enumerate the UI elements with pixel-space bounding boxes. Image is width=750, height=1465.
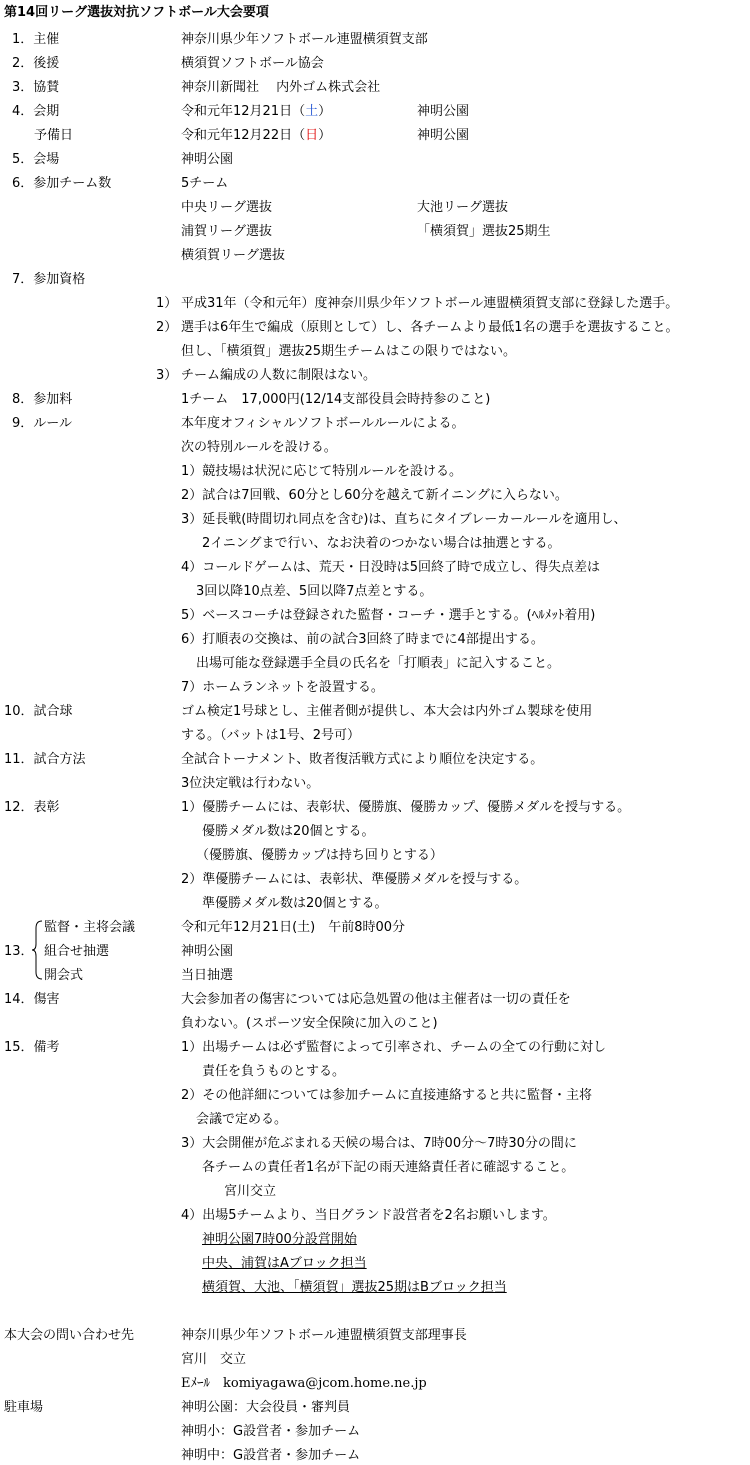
rule-line: 3回以降10点差、5回以降7点差とする。	[196, 584, 433, 599]
meeting-sub-label: 組合せ抽選	[44, 944, 110, 959]
rule-line: 2）試合は7回戦、60分とし60分を越えて新イニングに入らない。	[181, 488, 568, 503]
item-value-reserve-place: 神明公園	[417, 128, 470, 143]
item-label-rule: 9．ルール	[12, 416, 73, 431]
item-value-team-count: 5チーム	[181, 176, 229, 191]
notes-contact-name: 宮川交立	[224, 1184, 277, 1199]
rule-line: 本年度オフィシャルソフトボールルールによる。	[181, 416, 465, 431]
contact-name: 宮川 交立	[181, 1352, 247, 1367]
notes-line: 責任を負うものとする。	[202, 1064, 346, 1079]
award-line: 1）優勝チームには、表彰状、優勝旗、優勝カップ、優勝メダルを授与する。	[181, 800, 631, 815]
weekday-sat: 土	[305, 104, 319, 119]
item-label-meeting-number: 13．	[4, 944, 34, 959]
eligibility-line: チーム編成の人数に制限はない。	[181, 368, 377, 383]
ball-line: ゴム検定1号球とし、主催者側が提供し、本大会は内外ゴム製球を使用	[181, 704, 593, 719]
parking-label: 駐車場	[4, 1400, 44, 1415]
item-label-reserve: 予備日	[34, 128, 74, 143]
eligibility-line: 選手は6年生で編成（原則として）し、各チームより最低1名の選手を選抜すること。	[181, 320, 679, 335]
notes-underlined-line: 中央、浦賀はAブロック担当	[202, 1256, 367, 1271]
item-value-shusai: 神奈川県少年ソフトボール連盟横須賀支部	[181, 32, 428, 47]
rule-line: 次の特別ルールを設ける。	[181, 440, 337, 455]
notes-underlined-line: 横須賀、大池、「横須賀」選抜25期はBブロック担当	[202, 1280, 507, 1295]
notes-line: 1）出場チームは必ず監督によって引率され、チームの全ての行動に対し	[181, 1040, 607, 1055]
rule-line: 6）打順表の交換は、前の試合3回終了時までに4部提出する。	[181, 632, 544, 647]
notes-line: 3）大会開催が危ぶまれる天候の場合は、7時00分～7時30分の間に	[181, 1136, 577, 1151]
notes-line: 2）その他詳細については参加チームに直接連絡すると共に監督・主将	[181, 1088, 593, 1103]
item-value-kaijo: 神明公園	[181, 152, 234, 167]
item-label-award: 12．表彰	[4, 800, 60, 815]
item-label-shusai: 1．主催	[12, 32, 60, 47]
award-line: 準優勝メダル数は20個とする。	[202, 896, 388, 911]
rule-line: 7）ホームランネットを設置する。	[181, 680, 384, 695]
award-line: 優勝メダル数は20個とする。	[202, 824, 375, 839]
list-number: 2）	[156, 320, 178, 335]
weekday-sun: 日	[305, 128, 319, 143]
meeting-value: 当日抽選	[181, 968, 234, 983]
list-number: 1）	[156, 296, 178, 311]
item-value-kyosan: 神奈川新聞社 内外ゴム株式会社	[181, 80, 381, 95]
item-value-reserve-date: 令和元年12月22日（日）	[181, 128, 332, 143]
team-entry: 「横須賀」選抜25期生	[417, 224, 551, 239]
item-value-kaiki-place: 神明公園	[417, 104, 470, 119]
item-label-notes: 15．備考	[4, 1040, 60, 1055]
rule-line: 1）競技場は状況に応じて特別ルールを設ける。	[181, 464, 463, 479]
contact-line: 神奈川県少年ソフトボール連盟横須賀支部理事長	[181, 1328, 467, 1343]
notes-line: 会議で定める。	[196, 1112, 288, 1127]
injury-line: 大会参加者の傷害については応急処置の他は主催者は一切の責任を	[181, 992, 571, 1007]
item-label-koen: 2．後援	[12, 56, 60, 71]
item-value-fee: 1チーム 17,000円(12/14支部役員会時持参のこと)	[181, 392, 491, 407]
method-line: 3位決定戦は行わない。	[181, 776, 320, 791]
team-entry: 大池リーグ選抜	[417, 200, 509, 215]
item-value-koen: 横須賀ソフトボール協会	[181, 56, 324, 71]
parking-line: 神明中：G設営者・参加チーム	[181, 1448, 361, 1463]
method-line: 全試合トーナメント、敗者復活戦方式により順位を決定する。	[181, 752, 544, 767]
notes-line: 各チームの責任者1名が下記の雨天連絡責任者に確認すること。	[202, 1160, 575, 1175]
award-line: 2）準優勝チームには、表彰状、準優勝メダルを授与する。	[181, 872, 528, 887]
notes-underlined-line: 神明公園7時00分設営開始	[202, 1232, 357, 1247]
document-title: 第14回リーグ選抜対抗ソフトボール大会要項	[4, 5, 269, 20]
meeting-sub-label: 開会式	[44, 968, 84, 983]
injury-line: 負わない。(スポーツ安全保険に加入のこと)	[181, 1016, 438, 1031]
parking-line: 神明公園：大会役員・審判員	[181, 1400, 351, 1415]
item-label-kyosan: 3．協賛	[12, 80, 60, 95]
team-entry: 浦賀リーグ選抜	[181, 224, 273, 239]
team-entry: 中央リーグ選抜	[181, 200, 273, 215]
rule-line: 2イニングまで行い、なお決着のつかない場合は抽選とする。	[202, 536, 561, 551]
rule-line: 5）ベースコーチは登録された監督・コーチ・選手とする。(ﾍﾙﾒｯﾄ着用)	[181, 608, 596, 623]
item-label-method: 11．試合方法	[4, 752, 86, 767]
award-line: （優勝旗、優勝カップは持ち回りとする）	[196, 848, 443, 863]
ball-line: する。（バットは1号、2号可）	[181, 728, 361, 743]
item-label-teams: 6．参加チーム数	[12, 176, 112, 191]
item-label-shikaku: 7．参加資格	[12, 272, 86, 287]
item-label-fee: 8．参加料	[12, 392, 73, 407]
rule-line: 3）延長戦(時間切れ同点を含む)は、直ちにタイブレーカールールを適用し、	[181, 512, 627, 527]
curly-brace-icon	[32, 920, 44, 980]
meeting-sub-label: 監督・主将会議	[44, 920, 136, 935]
eligibility-line: 但し、「横須賀」選抜25期生チームはこの限りではない。	[181, 344, 517, 359]
contact-label: 本大会の問い合わせ先	[4, 1328, 135, 1343]
item-label-kaiki: 4．会期	[12, 104, 60, 119]
meeting-value: 神明公園	[181, 944, 234, 959]
rule-line: 出場可能な登録選手全員の氏名を「打順表」に記入すること。	[196, 656, 561, 671]
rule-line: 4）コールドゲームは、荒天・日没時は5回終了時で成立し、得失点差は	[181, 560, 601, 575]
item-value-kaiki-date: 令和元年12月21日（土）	[181, 104, 332, 119]
team-entry: 横須賀リーグ選抜	[181, 248, 286, 263]
item-label-ball: 10．試合球	[4, 704, 73, 719]
item-label-injury: 14．傷害	[4, 992, 60, 1007]
item-label-kaijo: 5．会場	[12, 152, 60, 167]
notes-line: 4）出場5チームより、当日グランド設営者を2名お願いします。	[181, 1208, 556, 1223]
contact-email[interactable]: Eﾒｰﾙ komiyagawa@jcom.home.ne.jp	[181, 1376, 427, 1391]
list-number: 3）	[156, 368, 178, 383]
parking-line: 神明小：G設営者・参加チーム	[181, 1424, 361, 1439]
meeting-value: 令和元年12月21日(土) 午前8時00分	[181, 920, 406, 935]
eligibility-line: 平成31年（令和元年）度神奈川県少年ソフトボール連盟横須賀支部に登録した選手。	[181, 296, 679, 311]
